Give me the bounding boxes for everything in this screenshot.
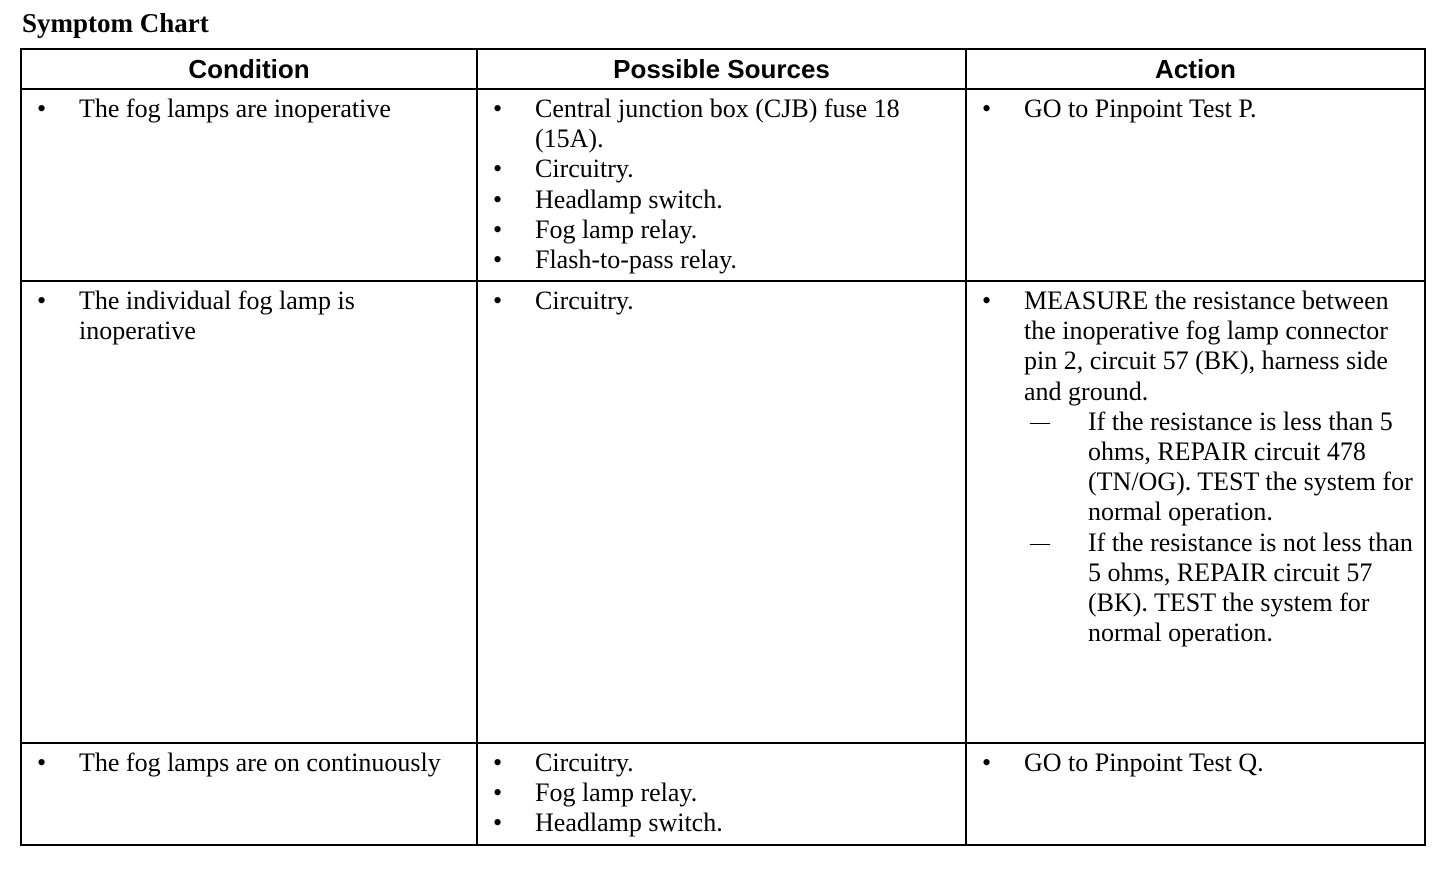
source-item: • Fog lamp relay. xyxy=(484,215,957,245)
source-item: • Circuitry. xyxy=(484,286,957,316)
action-sub-list xyxy=(1024,407,1416,649)
source-item: • Headlamp switch. xyxy=(484,808,957,838)
action-list xyxy=(973,748,1416,778)
column-header-action: Action xyxy=(966,49,1425,89)
action-list xyxy=(973,286,1416,648)
action-list xyxy=(973,94,1416,124)
condition-cell xyxy=(21,89,477,281)
condition-item: • The individual fog lamp is inoperative xyxy=(28,286,468,346)
condition-cell xyxy=(21,743,477,845)
condition-item: • The fog lamps are inoperative xyxy=(28,94,468,124)
condition-item: • The fog lamps are on continuously xyxy=(28,748,468,778)
condition-list xyxy=(28,748,468,778)
source-item: • Central junction box (CJB) fuse 18 (15A). xyxy=(484,94,957,154)
sources-cell xyxy=(477,89,966,281)
action-text: MEASURE the resistance between the inoperative fog lamp connector pin 2, circuit 57 (BK), harness side and ground. xyxy=(1024,286,1389,406)
table-row xyxy=(21,743,1425,845)
table-row xyxy=(21,281,1425,743)
condition-cell xyxy=(21,281,477,743)
sources-list xyxy=(484,94,957,275)
action-sub-item: — If the resistance is not less than 5 ohms, REPAIR circuit 57 (BK). TEST the system for normal operation. xyxy=(1024,528,1416,649)
table-header-row xyxy=(21,49,1425,89)
page-title: Symptom Chart xyxy=(22,8,209,38)
action-cell xyxy=(966,281,1425,743)
condition-list xyxy=(28,286,468,346)
condition-list xyxy=(28,94,468,124)
source-item: • Circuitry. xyxy=(484,748,957,778)
action-item xyxy=(973,748,1416,778)
column-header-condition: Condition xyxy=(21,49,477,89)
action-text: GO to Pinpoint Test Q. xyxy=(1024,748,1264,777)
source-item: • Headlamp switch. xyxy=(484,185,957,215)
sources-cell xyxy=(477,743,966,845)
action-cell xyxy=(966,743,1425,845)
symptom-chart-table xyxy=(20,48,1426,846)
action-item xyxy=(973,94,1416,124)
source-item: • Fog lamp relay. xyxy=(484,778,957,808)
sources-list xyxy=(484,286,957,316)
action-text: GO to Pinpoint Test P. xyxy=(1024,94,1257,123)
action-item xyxy=(973,286,1416,648)
column-header-possible-sources: Possible Sources xyxy=(477,49,966,89)
sources-cell xyxy=(477,281,966,743)
source-item: • Flash-to-pass relay. xyxy=(484,245,957,275)
action-sub-item: — If the resistance is less than 5 ohms, REPAIR circuit 478 (TN/OG). TEST the system for normal operation. xyxy=(1024,407,1416,528)
table-row xyxy=(21,89,1425,281)
action-cell xyxy=(966,89,1425,281)
sources-list xyxy=(484,748,957,839)
source-item: • Circuitry. xyxy=(484,154,957,184)
